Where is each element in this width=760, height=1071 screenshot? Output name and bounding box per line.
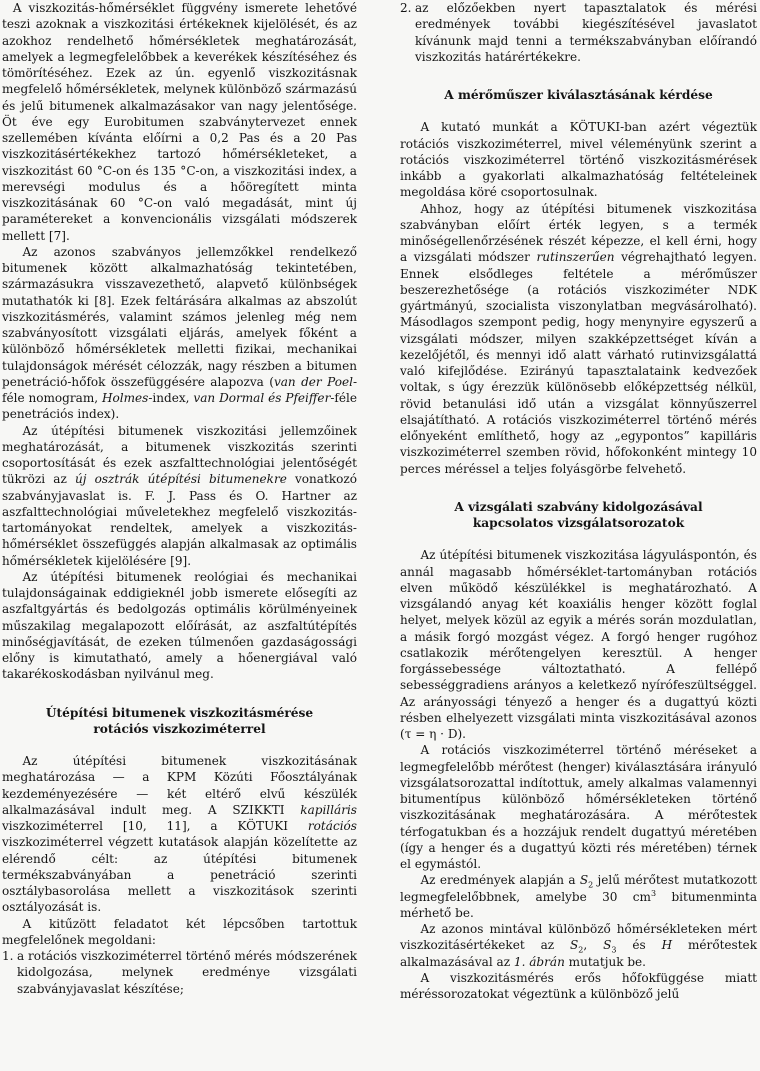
paragraph: Az útépítési bitumenek reológiai és mechanikai tulajdonságainak eddigieknél jobb ismerete elősegíti az aszfaltgyártás és bedolgozás optimális körülményeinek műszakilag megalapozott előírását, az aszfaltútépítés minőségjavítását, de ezeken túlmenően gazdaságossági előny is kimutatható, amely a hőenergiával való takarékoskodásban nyilvánul meg. bbox=[2, 569, 357, 682]
text-run: jelű mérőtest mutatkozott legmegfelelőbbnek, amelybe 30 cm bbox=[400, 873, 757, 904]
text-run: , bbox=[583, 938, 604, 953]
list-number: 2. bbox=[400, 1, 412, 15]
numbered-list bbox=[2, 948, 357, 997]
symbol: H bbox=[661, 938, 673, 953]
section-heading bbox=[400, 499, 757, 532]
text-run: Az útépítési bitumenek viszkozitása lágyuláspontón, és annál magasabb hőmérséklet-tartományban rotációs elven működő készülékkel is meghatározható. A vizsgálandó anyag két koaxiális henger között foglal helyet, melyek közül az egyik a mérés során mozdulatlan, a másik forgó mozgást végez. A forgó henger rugóhoz csatlakozik mérőtengelyen keresztül. A henger forgássebessége változtatható. A fellépő sebességgradiens arányos a keletkező nyírófeszültséggel. Az arányossági tényező a henger és a dugattyú közti résben elhelyezett vizsgálati minta viszkozitásával azonos bbox=[400, 548, 757, 725]
paragraph: A kitűzött feladatot két lépcsőben tartottuk megfelelőnek megoldani: bbox=[2, 916, 357, 947]
text-run: -féle nomogram, bbox=[2, 374, 358, 405]
italic-text: rutinszerűen bbox=[536, 250, 615, 265]
paragraph: A viszkozitásmérés erős hőfokfüggése miatt méréssorozatokat végeztünk a különböző jelű bbox=[400, 970, 757, 1001]
text-run: Az útépítési bitumenek viszkozitási jellemzőinek meghatározását, a bitumenek viszkozitás szerinti csoportosítását és ezek aszfalttechnológiai jelentőségét tükrözi az bbox=[2, 423, 357, 487]
list-number: 1. bbox=[2, 949, 14, 963]
section-heading: A mérőműszer kiválasztásának kérdése bbox=[444, 88, 713, 102]
subscript: 2 bbox=[578, 945, 584, 955]
list-text: az előzőekben nyert tapasztalatok és mérési eredmények további kiegészítésével javaslatot kívánunk majd tenni a termékszabványban előírandó viszkozitás határértékekre. bbox=[415, 1, 757, 64]
text-run: mérőtestek alkalmazásával az bbox=[400, 938, 757, 969]
heading-line: Útépítési bitumenek viszkozitásmérése bbox=[45, 705, 314, 720]
text-run: bitumenminta mérhető be. bbox=[400, 889, 758, 920]
subscript: 3 bbox=[611, 945, 617, 955]
text-run: viszkoziméterrel [10, 11], a KÖTUKI bbox=[2, 819, 308, 833]
italic-text: 1. ábrán bbox=[513, 954, 565, 969]
text-run: mutatjuk be. bbox=[564, 954, 646, 969]
italic-text: új osztrák útépítési bitumenekre bbox=[74, 472, 287, 487]
numbered-list bbox=[400, 0, 757, 65]
paragraph bbox=[2, 753, 357, 916]
list-text: a rotációs viszkoziméterrel történő mérés módszerének kidolgozása, melynek eredménye vizsgálati szabványjavaslat készítése; bbox=[17, 949, 357, 996]
list-item bbox=[400, 0, 757, 65]
text-run: Az azonos szabványos jellemzőkkel rendelkező bitumenek között alkalmazhatóság tekintetében, származásukra visszavezethető, alapvető különbségek mutathatók ki [8]. Ezek feltárására alkalmas az abszolút viszkozitásmérés, valamint számos jelenleg még nem szabványosított vizsgálati eljárás, amelyek főként a különböző hőmérsékletek melletti fizikai, mechanikai tulajdonságok mérését célozzák, nagy részben a bitumen penetráció-hőfok összefüggésére alapozva ( bbox=[2, 244, 357, 389]
text-run: Az azonos mintával különböző hőmérsékleteken mért viszkozitásértékeket az bbox=[400, 922, 757, 953]
italic-text: van Dormal és Pfeiffer bbox=[193, 391, 331, 405]
text-run: -index, bbox=[148, 391, 194, 405]
subscript: 2 bbox=[588, 880, 594, 890]
italic-text: kapilláris bbox=[300, 802, 357, 817]
text-run: végrehajtható legyen. Ennek elsődleges feltétele a mérőműszer beszerezhetősége (a rotációs viszkoziméter NDK gyártmányú, szocialista viszonylatban megvásárolható). Másodlagos szempont pedig, hogy menynyire egyszerű a vizsgálati módszer, milyen szakképzettséget kíván a kezelőjétől, és mennyi idő alatt várható rutinvizsgálattá való kifejlődése. Ezirányú tapasztalataink kedvezőek voltak, s úgy érezzük különösebb előképzettség nélkül, rövid betanulási idő után a vizsgálat könnyűszerrel elsajátítható. A rotációs viszkoziméterrel történő mérés előnyeként említhető, hogy az „egypontos” kapilláris viszkoziméterrel szemben rövid, hőfokonként mintegy 10 perces méréssel a teljes folyásgörbe felvehető. bbox=[400, 250, 757, 476]
italic-text: van der Poel bbox=[273, 374, 353, 389]
heading-line: kapcsolatos vizsgálatsorozatok bbox=[472, 516, 685, 530]
paragraph: A kutató munkát a KÖTUKI-ban azért végeztük rotációs viszkoziméterrel, mivel véleményünk szerint a rotációs viszkoziméterrel történő viszkozitásmérések inkább a gyakorlati alkalmazhatóság feltételeinek megoldása köré csoportosulnak. bbox=[400, 120, 757, 200]
text-run: Az eredmények alapján a bbox=[420, 873, 580, 888]
heading-line: A vizsgálati szabvány kidolgozásával bbox=[454, 499, 703, 514]
paragraph: A viszkozitás-hőmérséklet függvény ismerete lehetővé teszi azoknak a viszkozitási értékeknek kijelölését, és az azokhoz rendelhető hőmérsékletek meghatározását, amelyek a legmegfelelőbbek a keverékek készítéséhez és tömörítéséhez. Ezek az ún. egyenlő viszkozitásnak megfelelő hőmérsékletek, melynek különböző származású és jelű bitumenek alkalmazásakor van nagy jelentősége. Öt éve egy Eurobitumen szabványtervezet ennek szellemében kívánta előírni a 0,2 Pas és a 20 Pas viszkozitásértékekhez tartozó hőmérsékleteket, a viszkozitást 60 °C-on és 135 °C-on, a viszkozitási index, a merevségi modulus és a hőöregített minta viszkozitásának 60 °C-on való megadását, mint új paramétereket a konvencionális vizsgálati módszerek mellett [7]. bbox=[2, 1, 357, 243]
symbol: S bbox=[603, 938, 612, 953]
superscript: 3 bbox=[650, 888, 657, 898]
symbol: S bbox=[570, 938, 579, 953]
paragraph bbox=[2, 423, 357, 569]
paragraph: A rotációs viszkoziméterrel történő méréseket a legmegfelelőbb mérőtest (henger) kiválasztására irányuló vizsgálatsorozattal indítottuk, amely alkalmas valamennyi bitumentípus különböző hőmérsékleteken történő viszkozitásának meghatározására. A mérőtestek térfogatukban és a hozzájuk rendelt dugattyú méretében (így a henger és a dugattyú közti rés méretében) térnek el egymástól. bbox=[400, 743, 757, 871]
paragraph bbox=[2, 244, 357, 423]
text-run: és bbox=[616, 938, 662, 953]
right-column bbox=[400, 0, 757, 1002]
paragraph bbox=[400, 872, 757, 921]
symbol: S bbox=[579, 873, 589, 888]
paragraph bbox=[400, 547, 757, 742]
formula: (τ = η · D). bbox=[400, 727, 467, 741]
text-run: -féle penetrációs index). bbox=[2, 391, 357, 422]
left-column bbox=[2, 0, 357, 997]
italic-text: rotációs bbox=[307, 819, 357, 833]
text-run: Az útépítési bitumenek viszkozitásának meghatározása — a KPM Közúti Főosztályának kezdeményezésére — két eltérő elvű készülék alkalmazásával indult meg. A SZIKKTI bbox=[2, 754, 357, 817]
italic-text: Holmes bbox=[102, 391, 149, 405]
text-run: viszkoziméterrel végzett kutatások alapján közelítette az elérendő célt: az útépítési bitumenek termékszabványában a penetráció szerinti osztálybasorolása mellett a viszkozitások szerinti osztályozását is. bbox=[2, 835, 357, 915]
text-run: Ahhoz, hogy az útépítési bitumenek viszkozitása szabványban előírt érték legyen, s a termék minőségellenőrzésének részét képezze, el kell érni, hogy a vizsgálati módszer bbox=[400, 201, 757, 265]
list-item bbox=[2, 948, 357, 997]
section-heading bbox=[2, 705, 357, 738]
paragraph bbox=[400, 201, 757, 477]
heading-line: rotációs viszkoziméterrel bbox=[93, 721, 266, 736]
paragraph bbox=[400, 921, 757, 970]
text-run: vonatkozó szabványjavaslat is. F. J. Pass és O. Hartner az aszfalttechnológiai műveletekhez megfelelő viszkozitás-tartományokat rendeltek, amelyek a viszkozitás-hőmérséklet összefüggés alapján alkalmasak az optimális hőmérsékletek kijelölésére [9]. bbox=[2, 472, 357, 568]
